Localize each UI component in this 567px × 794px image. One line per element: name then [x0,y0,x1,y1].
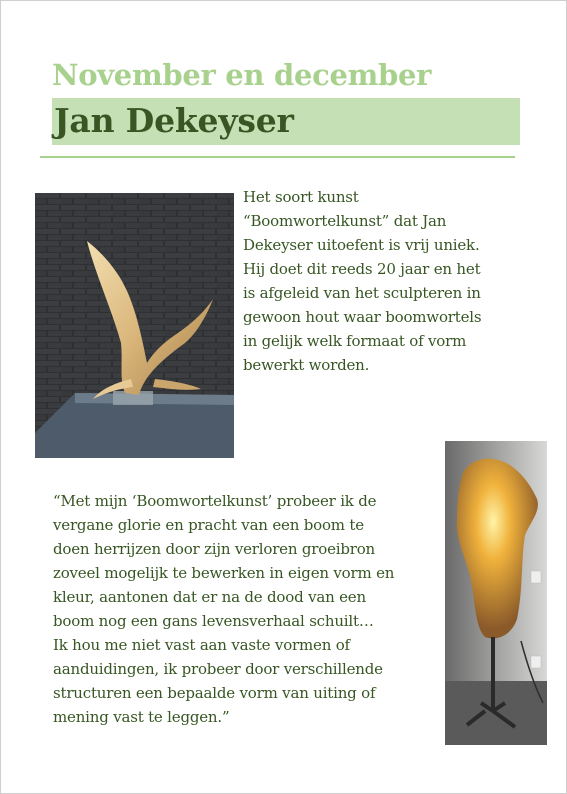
horizontal-rule [40,156,515,158]
intro-paragraph: Het soort kunst “Boomwortelkunst” dat Jan Dekeyser uitoefent is vrij uniek. Hij doet dit reeds 20 jaar en het is afgeleid van het sculpteren in gewoon hout waar boomwortels in gelijk welk formaat of vorm bewerkt worden. [243,188,482,374]
sculpture-photo [35,193,234,458]
quote-paragraph: “Met mijn ‘Boomwortelkunst’ probeer ik de vergane glorie en pracht van een boom te doen herrijzen door zijn verloren groeibron zoveel mogelijk te bewerken in eigen vorm en kleur, aantonen dat er na de dood van een boom nog een gans levensverhaal schuilt… Ik hou me niet vast aan vaste vormen of aanduidingen, ik probeer door verschillende structuren een bepaalde vorm van uiting of mening vast te leggen.” [53,492,395,726]
page-subtitle: November en december [52,58,432,92]
page-title: Jan Dekeyser [54,101,294,140]
lamp-photo [445,441,547,745]
